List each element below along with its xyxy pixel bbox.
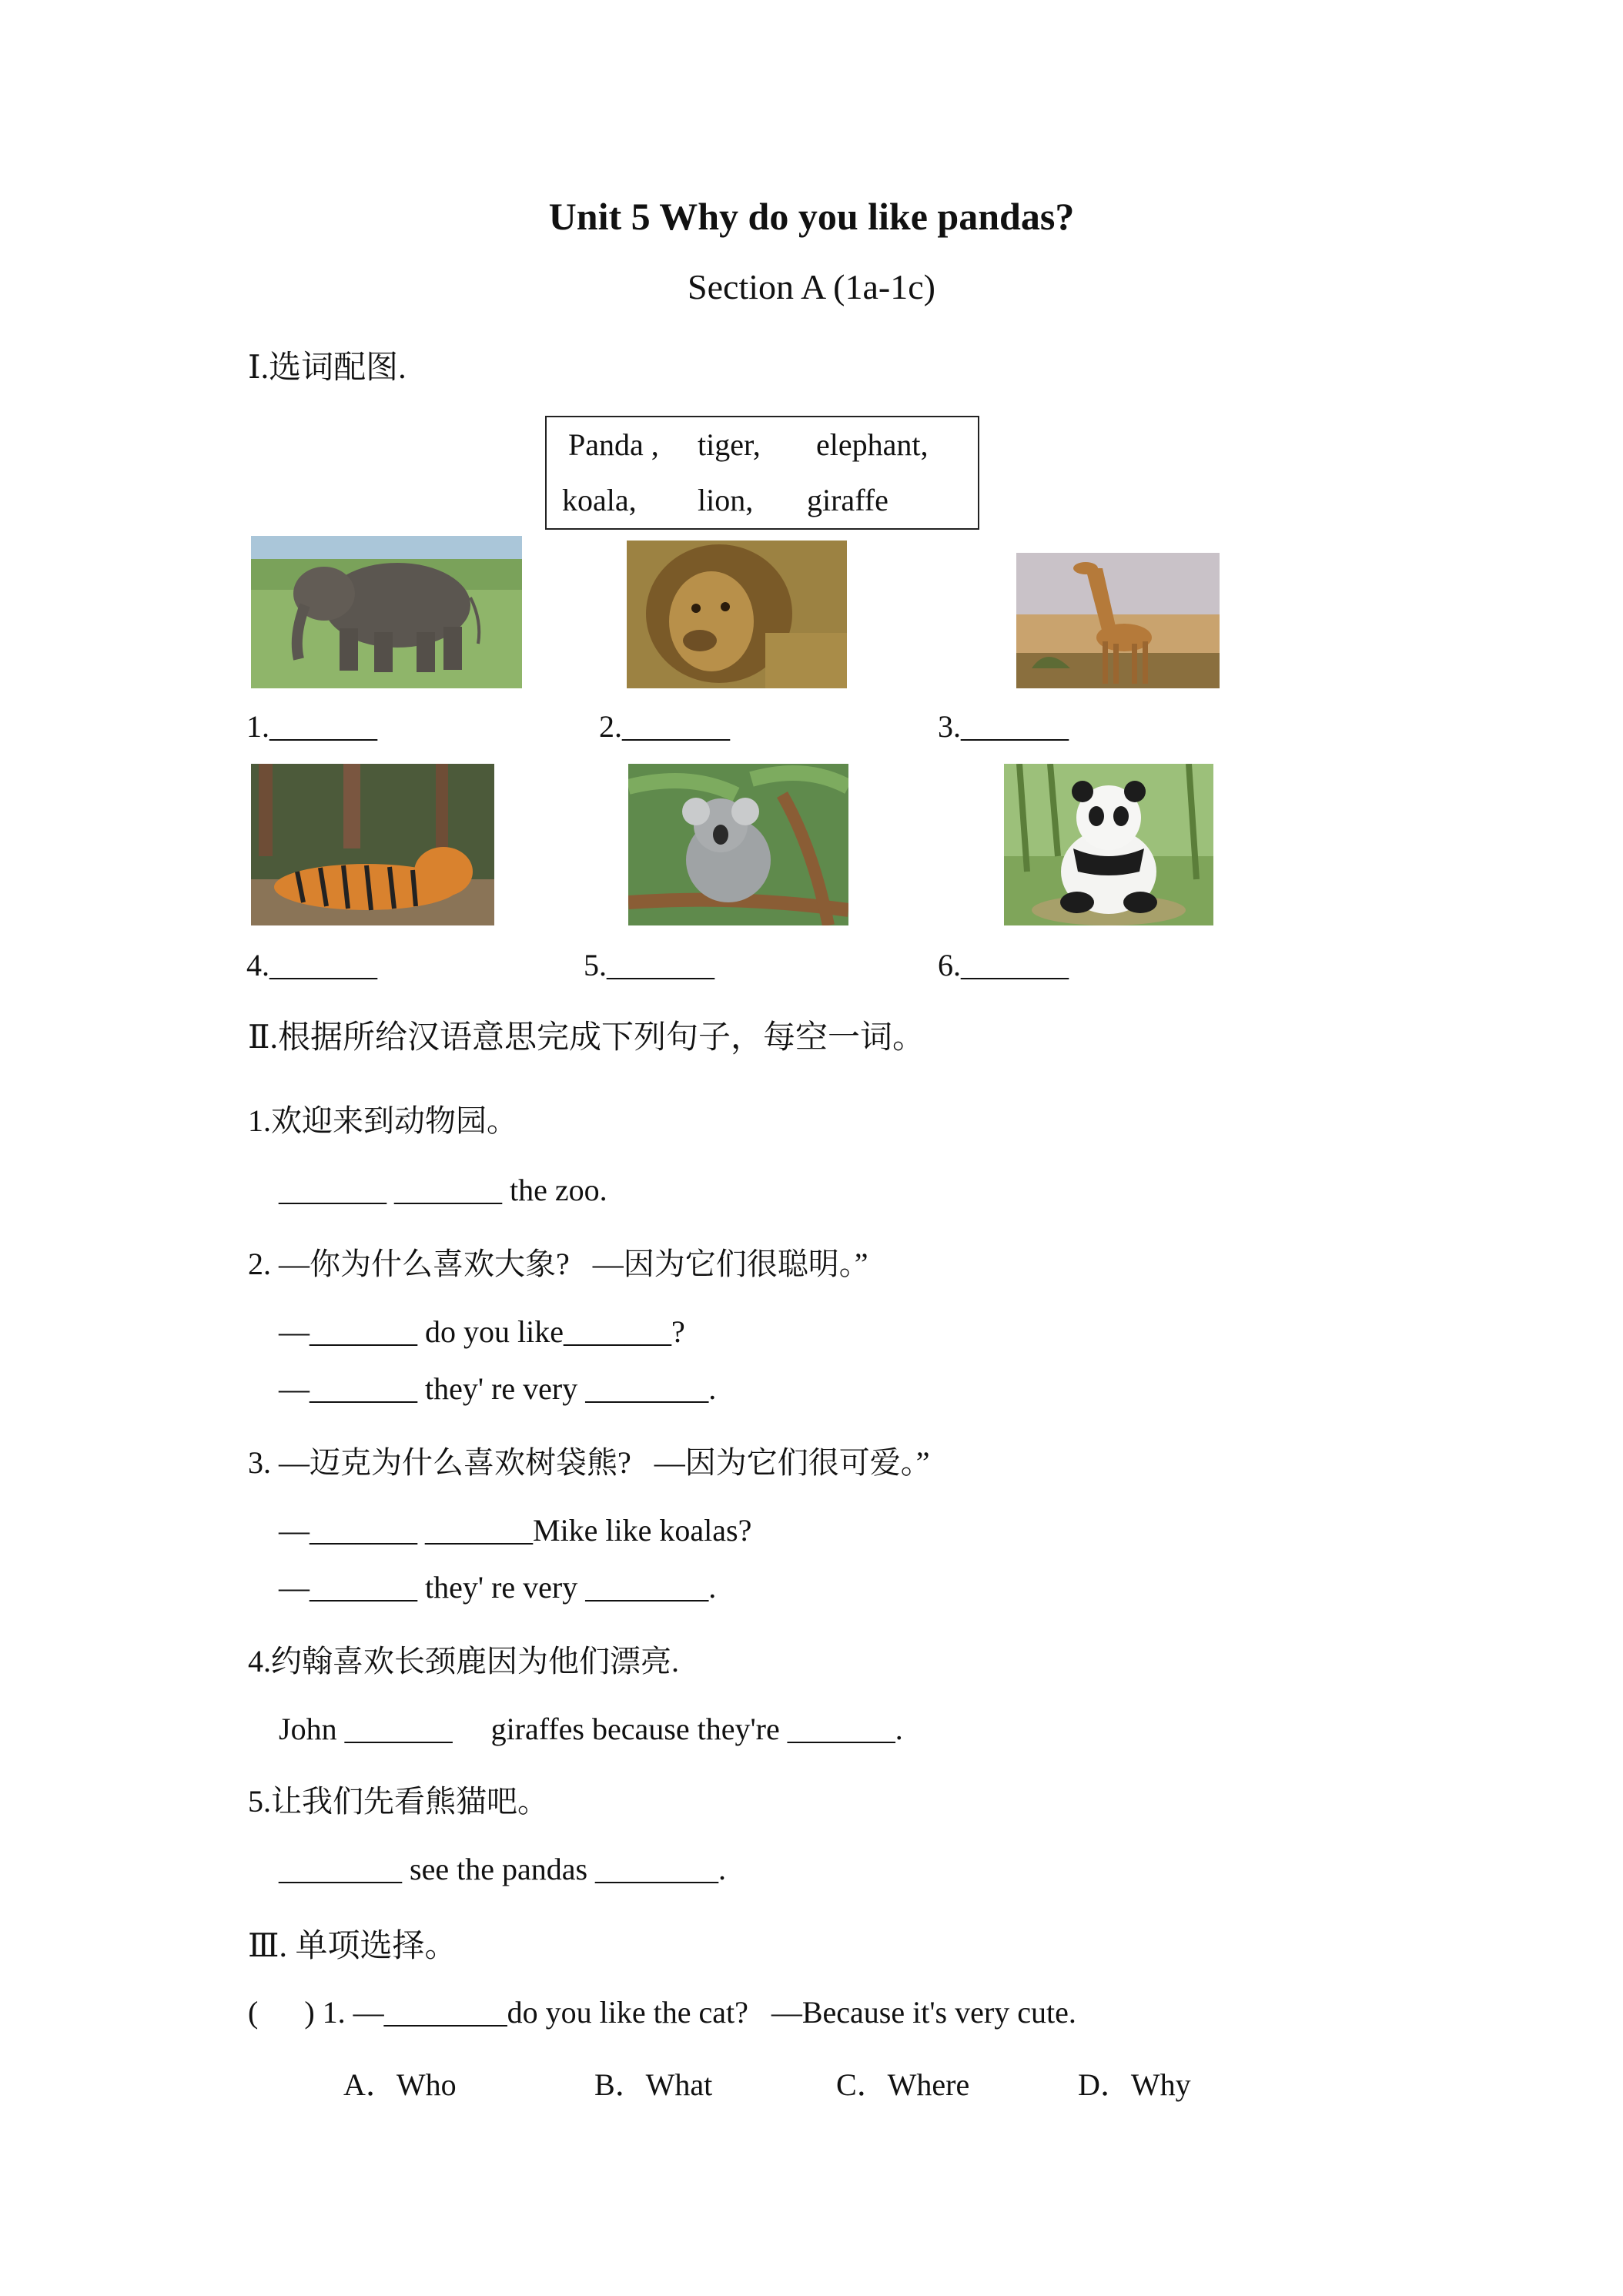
page-title: Unit 5 Why do you like pandas? — [548, 195, 1075, 238]
q4-prompt: 4.约翰喜欢长颈鹿因为他们漂亮. — [248, 1644, 679, 1678]
elephant-photo — [251, 536, 522, 688]
q2-prompt: 2. —你为什么喜欢大象? —因为它们很聪明。” — [248, 1247, 868, 1281]
part2-heading: Ⅱ.根据所给汉语意思完成下列句子，每空一词。 — [248, 1020, 925, 1056]
q5-answer-line: ________ see the pandas ________. — [279, 1852, 727, 1886]
mc-q1-option-b: B．What — [594, 2067, 713, 2102]
mc-q1-stem: ( ) 1. —________do you like the cat? —Because it's very cute. — [248, 1995, 1076, 2030]
word-giraffe: giraffe — [807, 483, 888, 517]
word-lion: lion, — [698, 483, 754, 517]
q1-answer-line: _______ _______ the zoo. — [279, 1173, 607, 1207]
q4-answer-line: John _______ giraffes because they're _______. — [279, 1712, 903, 1746]
part1-heading: Ⅰ.选词配图. — [248, 350, 407, 386]
q3-answer-line-1: —_______ _______Mike like koalas? — [279, 1513, 752, 1548]
word-tiger: tiger, — [698, 427, 761, 462]
koala-photo — [628, 764, 848, 925]
mc-q1-option-a: A．Who — [343, 2067, 457, 2102]
q2-answer-line-2: —_______ they' re very ________. — [279, 1371, 717, 1406]
picture-label-1: 1._______ — [246, 709, 377, 744]
q5-prompt: 5.让我们先看熊猫吧。 — [248, 1784, 548, 1819]
q3-answer-line-2: —_______ they' re very ________. — [279, 1570, 717, 1605]
picture-label-3: 3._______ — [938, 709, 1069, 744]
page-subtitle: Section A (1a-1c) — [688, 267, 935, 306]
word-koala: koala, — [562, 483, 637, 517]
word-elephant: elephant, — [816, 427, 929, 462]
tiger-photo — [251, 764, 494, 925]
word-panda: Panda , — [568, 427, 659, 462]
giraffe-photo — [1016, 553, 1220, 688]
word-box — [545, 416, 979, 530]
q2-answer-line-1: —_______ do you like_______? — [279, 1314, 685, 1349]
panda-photo — [1004, 764, 1213, 925]
part3-heading: Ⅲ. 单项选择。 — [248, 1929, 457, 1964]
picture-label-2: 2._______ — [599, 709, 730, 744]
mc-q1-option-d: D．Why — [1078, 2067, 1191, 2102]
picture-label-5: 5._______ — [584, 948, 714, 982]
picture-label-4: 4._______ — [246, 948, 377, 982]
mc-q1-option-c: C．Where — [836, 2067, 970, 2102]
q3-prompt: 3. —迈克为什么喜欢树袋熊? —因为它们很可爱。” — [248, 1445, 930, 1480]
picture-label-6: 6._______ — [938, 948, 1069, 982]
lion-photo — [627, 541, 847, 688]
q1-prompt: 1.欢迎来到动物园。 — [248, 1103, 517, 1138]
